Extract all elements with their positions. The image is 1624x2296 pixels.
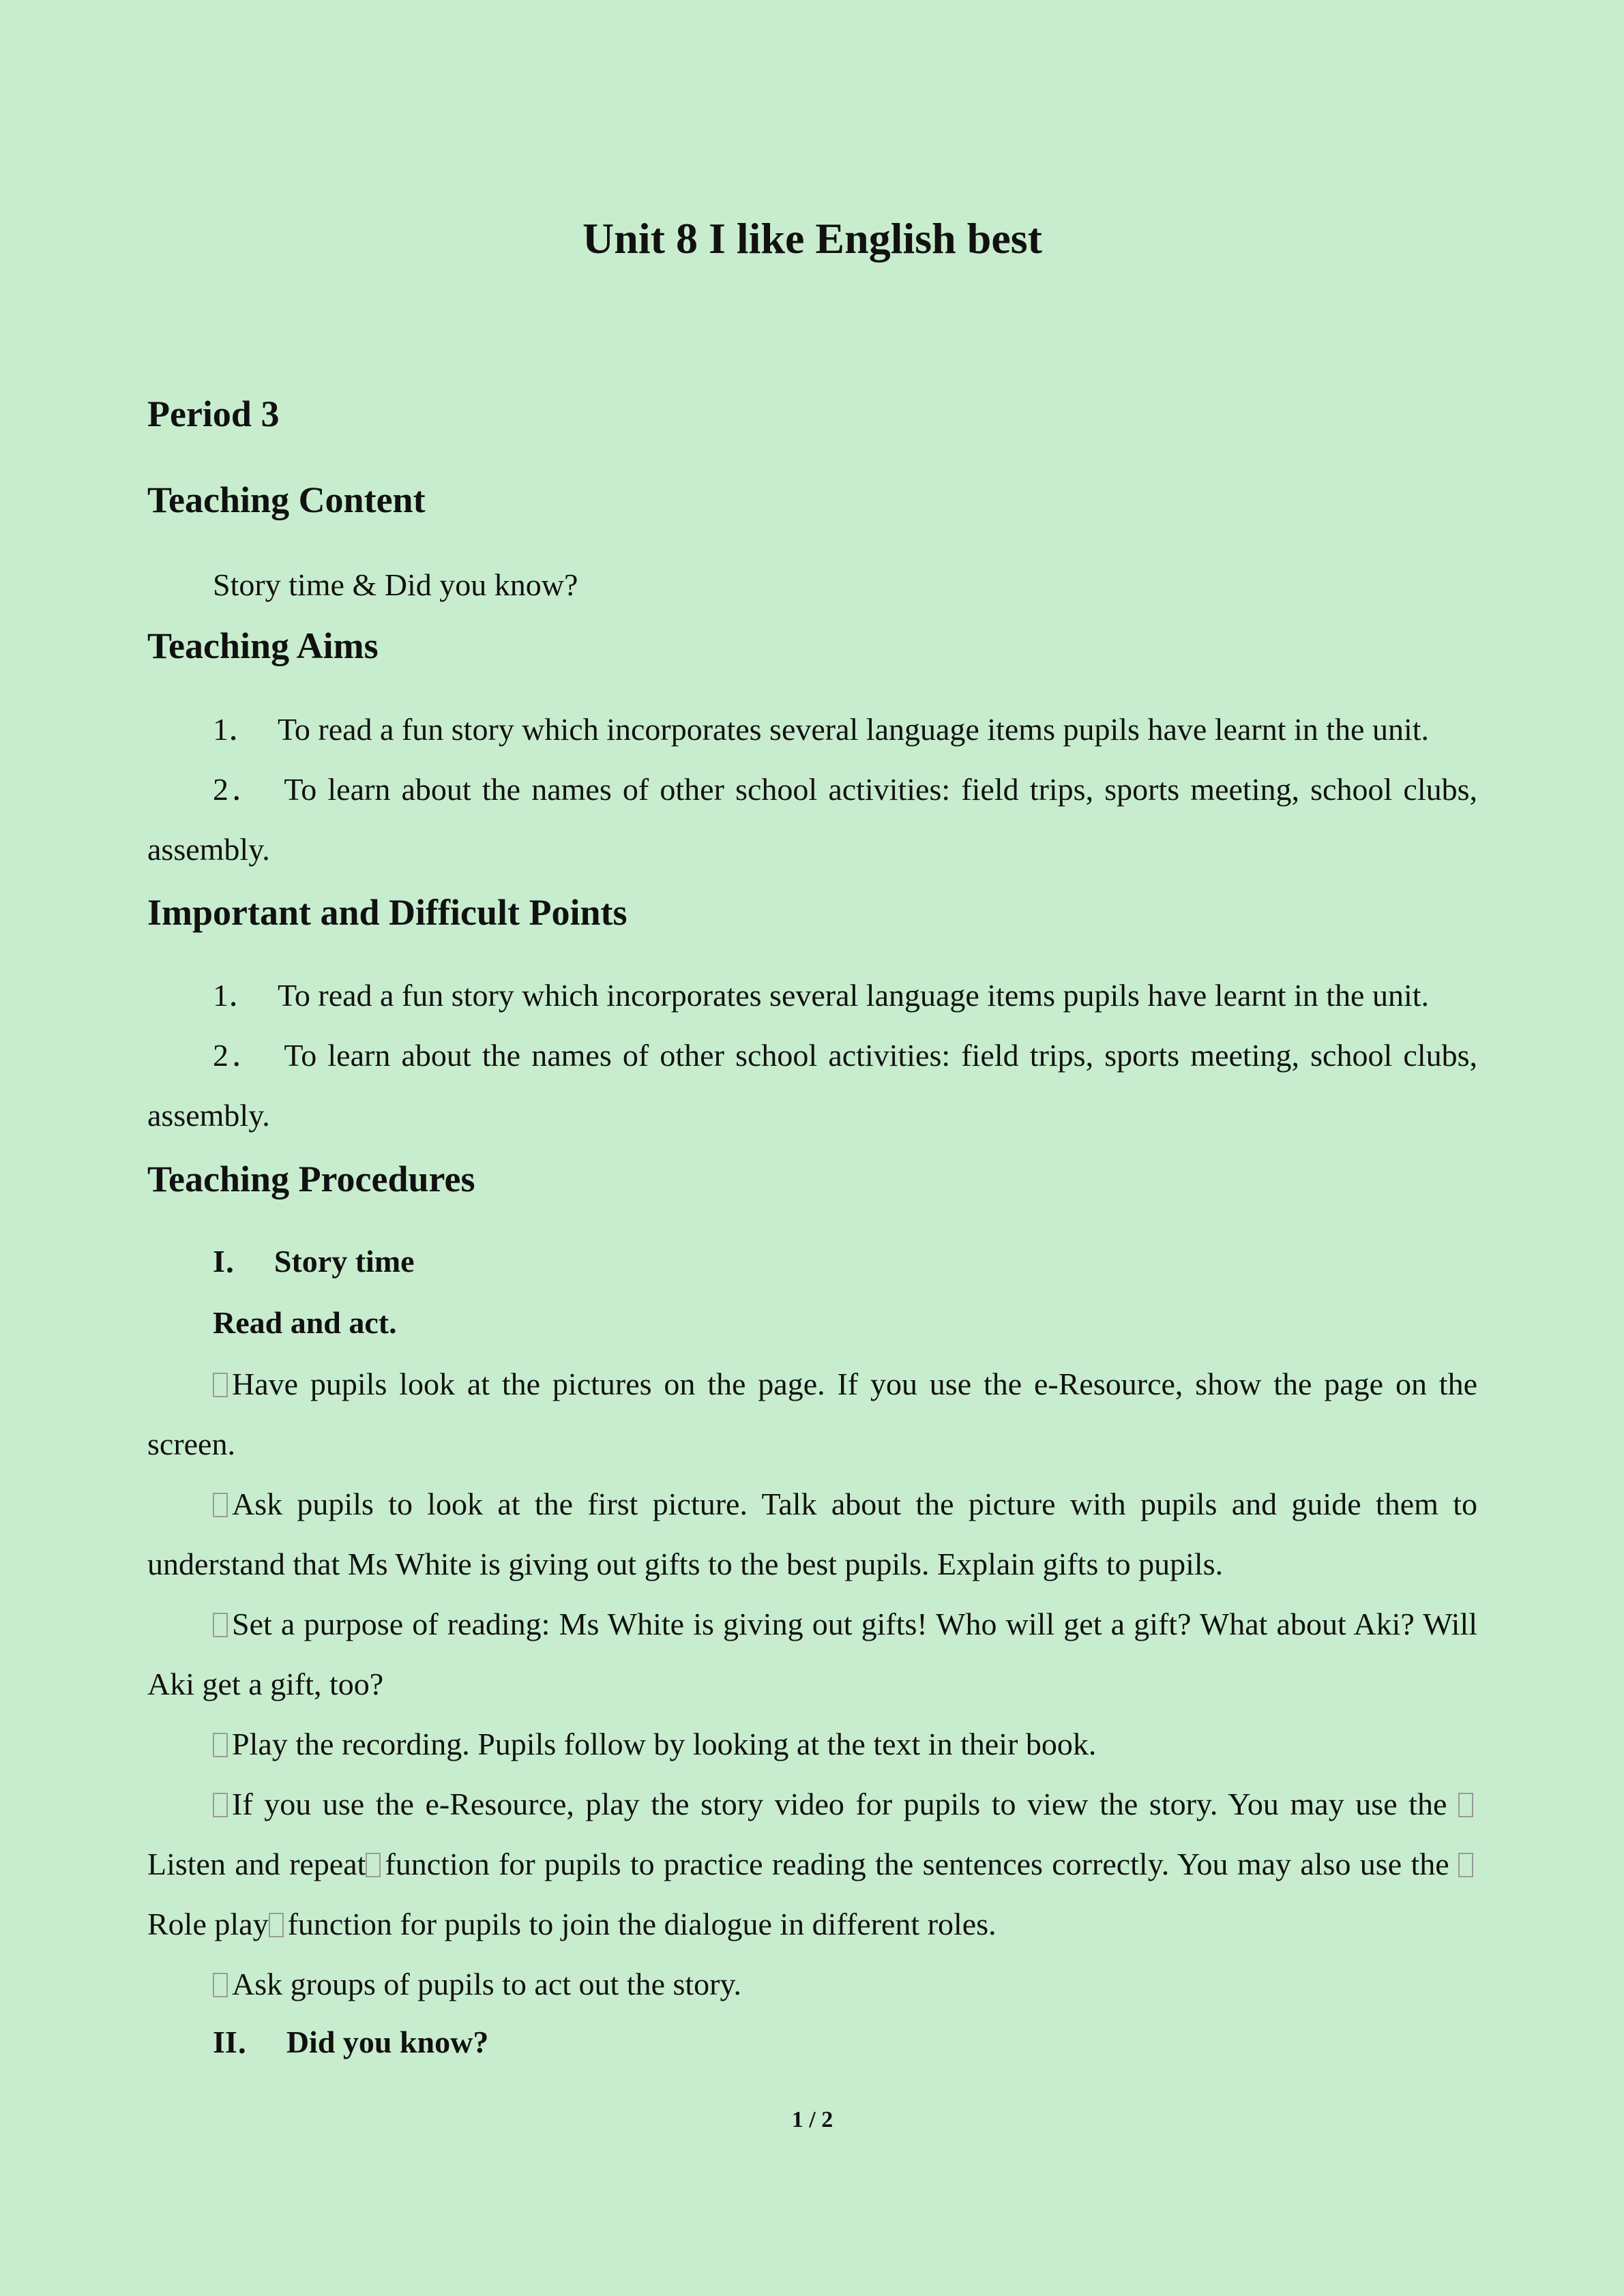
section-1-title: Story time [274,1244,415,1279]
bracket-box-icon [1458,1853,1473,1877]
period-heading: Period 3 [147,393,280,434]
teaching-aims-heading: Teaching Aims [147,625,379,666]
step-5-text-b: function for pupils to practice reading the sentences correctly. You may also use the [385,1847,1458,1881]
bullet-box-icon [213,1733,228,1757]
points-item-2 [147,1026,1477,1146]
step-2 [147,1474,1477,1594]
section-2-title: Did you know? [286,2025,489,2059]
step-4-text: Play the recording. Pupils follow by looking at the text in their book. [232,1727,1097,1761]
step-4 [147,1714,1477,1774]
step-5-text-a: If you use the e-Resource, play the story video for pupils to view the story. You may use the [232,1787,1458,1821]
points-item-1 [147,966,1477,1026]
step-5-function-role-play: Role play [147,1907,269,1941]
section-1-number: I． [213,1244,256,1279]
important-points-heading: Important and Difficult Points [147,892,628,933]
points-item-2-number: 2． [213,1038,267,1073]
step-3-text: Set a purpose of reading: Ms White is giving out gifts! Who will get a gift? What about Aki? Will Aki get a gift, too? [147,1607,1477,1701]
section-story-time [213,1238,415,1285]
teaching-content-heading: Teaching Content [147,479,426,520]
step-6-text: Ask groups of pupils to act out the story. [232,1967,742,2001]
aims-item-2-text: To learn about the names of other school activities: field trips, sports meeting, school clubs, assembly. [147,772,1477,867]
step-2-text: Ask pupils to look at the first picture. Talk about the picture with pupils and guide them to understand that Ms White is giving out gifts to the best pupils. Explain gifts to pupils. [147,1487,1477,1581]
step-6 [147,1954,1477,2014]
document-title: Unit 8 I like English best [582,214,1042,263]
step-5-text-c: function for pupils to join the dialogue in different roles. [287,1907,996,1941]
points-item-1-text: To read a fun story which incorporates several language items pupils have learnt in the unit. [278,978,1430,1013]
step-1 [147,1354,1477,1474]
points-item-1-number: 1． [213,978,260,1013]
step-5-function-listen-repeat: Listen and repeat [147,1847,366,1881]
bullet-box-icon [213,1613,228,1637]
read-and-act-heading: Read and act. [213,1305,397,1340]
section-did-you-know [213,2018,488,2066]
step-1-text: Have pupils look at the pictures on the page. If you use the e-Resource, show the page on the screen. [147,1367,1477,1461]
aims-item-1-text: To read a fun story which incorporates several language items pupils have learnt in the unit. [278,712,1430,747]
bullet-box-icon [213,1793,228,1817]
aims-item-1 [147,700,1477,760]
step-3 [147,1594,1477,1714]
aims-item-2-number: 2． [213,772,267,807]
bracket-box-icon [269,1913,284,1937]
bracket-box-icon [366,1853,381,1877]
bullet-box-icon [213,1493,228,1517]
teaching-procedures-heading: Teaching Procedures [147,1159,475,1199]
teaching-content-text: Story time & Did you know? [213,567,578,602]
section-2-number: II． [213,2025,269,2059]
bracket-box-icon [1458,1793,1473,1817]
bullet-box-icon [213,1373,228,1397]
aims-item-1-number: 1． [213,712,260,747]
aims-item-2 [147,760,1477,880]
page-number: 1 / 2 [791,2107,833,2132]
points-item-2-text: To learn about the names of other school activities: field trips, sports meeting, school clubs, assembly. [147,1038,1477,1133]
step-5 [147,1774,1477,1954]
bullet-box-icon [213,1973,228,1997]
